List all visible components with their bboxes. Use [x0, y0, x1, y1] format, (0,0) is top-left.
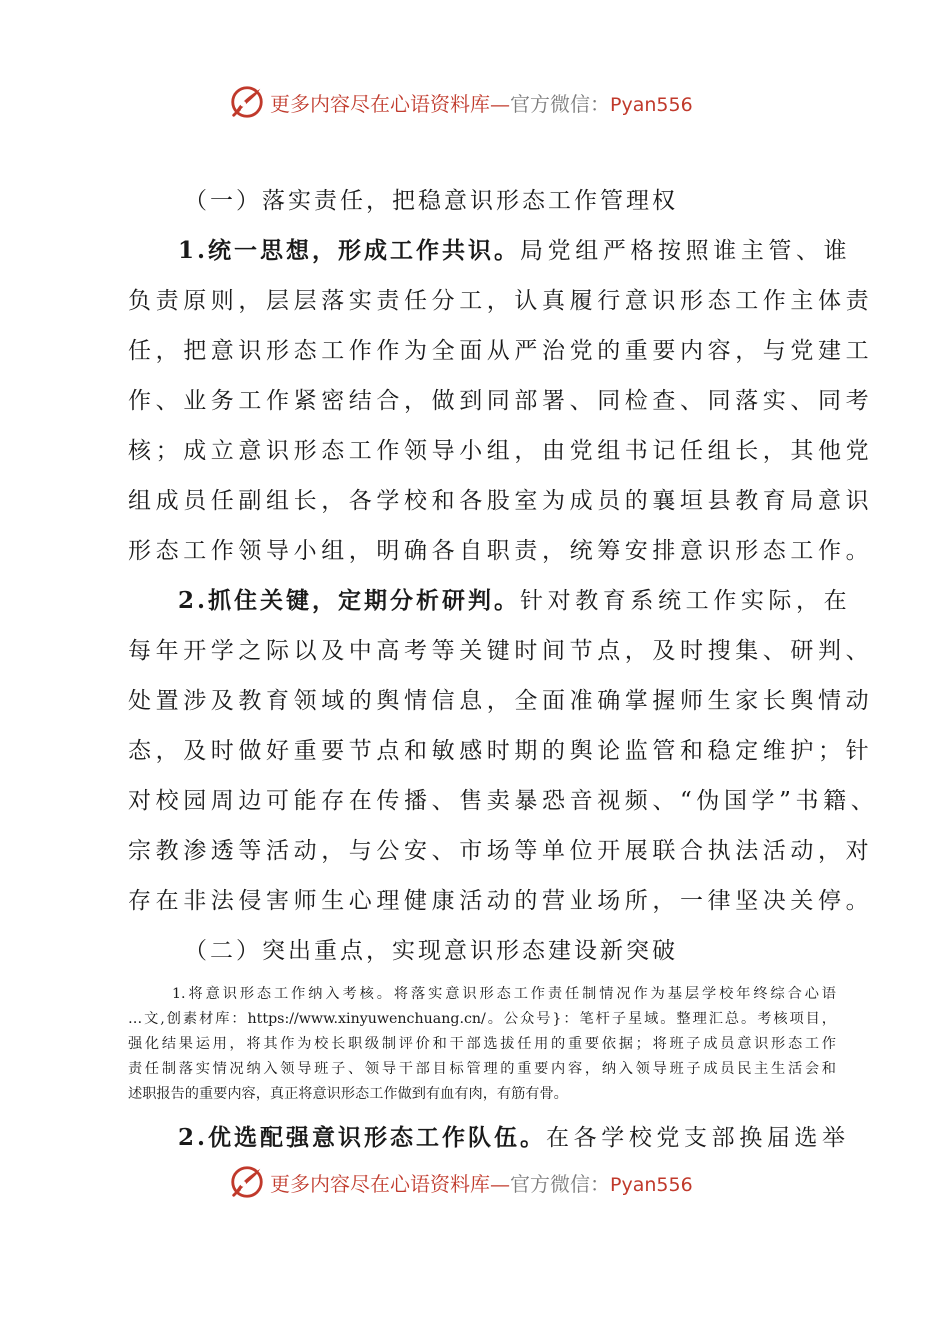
section-heading-1: （一）落实责任，把稳意识形态工作管理权	[184, 188, 678, 214]
banner-main: 更多内容尽在心语资料库	[270, 1171, 490, 1196]
section-heading-2: （二）突出重点，实现意识形态建设新突破	[184, 938, 678, 964]
paragraph-4	[128, 1113, 850, 1163]
paragraph-line: 每年开学之际以及中高考等关键时间节点，及时搜集、研判、	[128, 638, 874, 664]
small-paragraph-line: 强化结果运用，将其作为校长职级制评价和干部选拔任用的重要依据；将班子成员意识形态工作	[128, 1036, 836, 1052]
paragraph-line: 2.抓住关键，定期分析研判。针对教育系统工作实际，在	[178, 587, 852, 614]
paragraph-line: 宗教渗透等活动，与公安、市场等单位开展联合执法活动，对	[128, 838, 874, 864]
paragraph-line: 任，把意识形态工作作为全面从严治党的重要内容，与党建工	[128, 338, 874, 364]
banner-main: 更多内容尽在心语资料库	[270, 91, 490, 116]
paragraph-line: 1.统一思想，形成工作共识。局党组严格按照谁主管、谁	[178, 237, 852, 264]
paragraph-line: 形态工作领导小组，明确各自职责，统筹安排意识形态工作。	[128, 538, 874, 564]
brush-logo-icon	[228, 83, 266, 121]
paragraph-1	[128, 226, 874, 576]
small-paragraph-line: …文,创素材库：https://www.xinyuwenchuang.cn/。公众号}：笔杆子星域。整理汇总。考核项目，	[128, 1011, 836, 1027]
brush-logo-icon	[228, 1163, 266, 1201]
banner-label: 官方微信：	[510, 91, 610, 116]
banner-separator: —	[490, 1171, 510, 1196]
paragraph-line: 2.优选配强意识形态工作队伍。在各学校党支部换届选举	[178, 1124, 850, 1151]
small-paragraph-line: 责任制落实情况纳入领导班子、领导干部目标管理的重要内容，纳入领导班子成员民主生活会和	[128, 1061, 836, 1077]
small-paragraph-line: 1.将意识形态工作纳入考核。将落实意识形态工作责任制情况作为基层学校年终综合心语	[172, 986, 836, 1002]
banner-text	[270, 88, 693, 117]
paragraph-line: 负责原则，层层落实责任分工，认真履行意识形态工作主体责	[128, 288, 874, 314]
banner-text	[270, 1168, 693, 1197]
paragraph-line: 作、业务工作紧密结合，做到同部署、同检查、同落实、同考	[128, 388, 874, 414]
header-banner	[228, 82, 728, 122]
banner-wechat-id: Pyan556	[610, 93, 693, 116]
footer-banner	[228, 1162, 728, 1202]
paragraph-line: 核；成立意识形态工作领导小组，由党组书记任组长，其他党	[128, 438, 874, 464]
paragraph-2	[128, 576, 879, 926]
paragraph-line: 态，及时做好重要节点和敏感时期的舆论监管和稳定维护；针	[128, 738, 874, 764]
banner-wechat-id: Pyan556	[610, 1173, 693, 1196]
paragraph-lead: 2.抓住关键，定期分析研判。	[178, 587, 521, 614]
banner-label: 官方微信：	[510, 1171, 610, 1196]
paragraph-line: 组成员任副组长，各学校和各股室为成员的襄垣县教育局意识	[128, 488, 874, 514]
paragraph-lead: 1.统一思想，形成工作共识。	[178, 237, 521, 264]
paragraph-lead: 2.优选配强意识形态工作队伍。	[178, 1124, 547, 1151]
paragraph-line: 对校园周边可能存在传播、售卖暴恐音视频、“伪国学”书籍、	[128, 788, 879, 814]
small-paragraph-line: 述职报告的重要内容，真正将意识形态工作做到有血有肉，有筋有骨。	[128, 1086, 568, 1102]
paragraph-line: 存在非法侵害师生心理健康活动的营业场所，一律坚决关停。	[128, 888, 874, 914]
paragraph-3-small	[128, 982, 836, 1107]
paragraph-line: 处置涉及教育领域的舆情信息，全面准确掌握师生家长舆情动	[128, 688, 874, 714]
banner-separator: —	[490, 91, 510, 116]
document-body	[128, 176, 879, 1163]
